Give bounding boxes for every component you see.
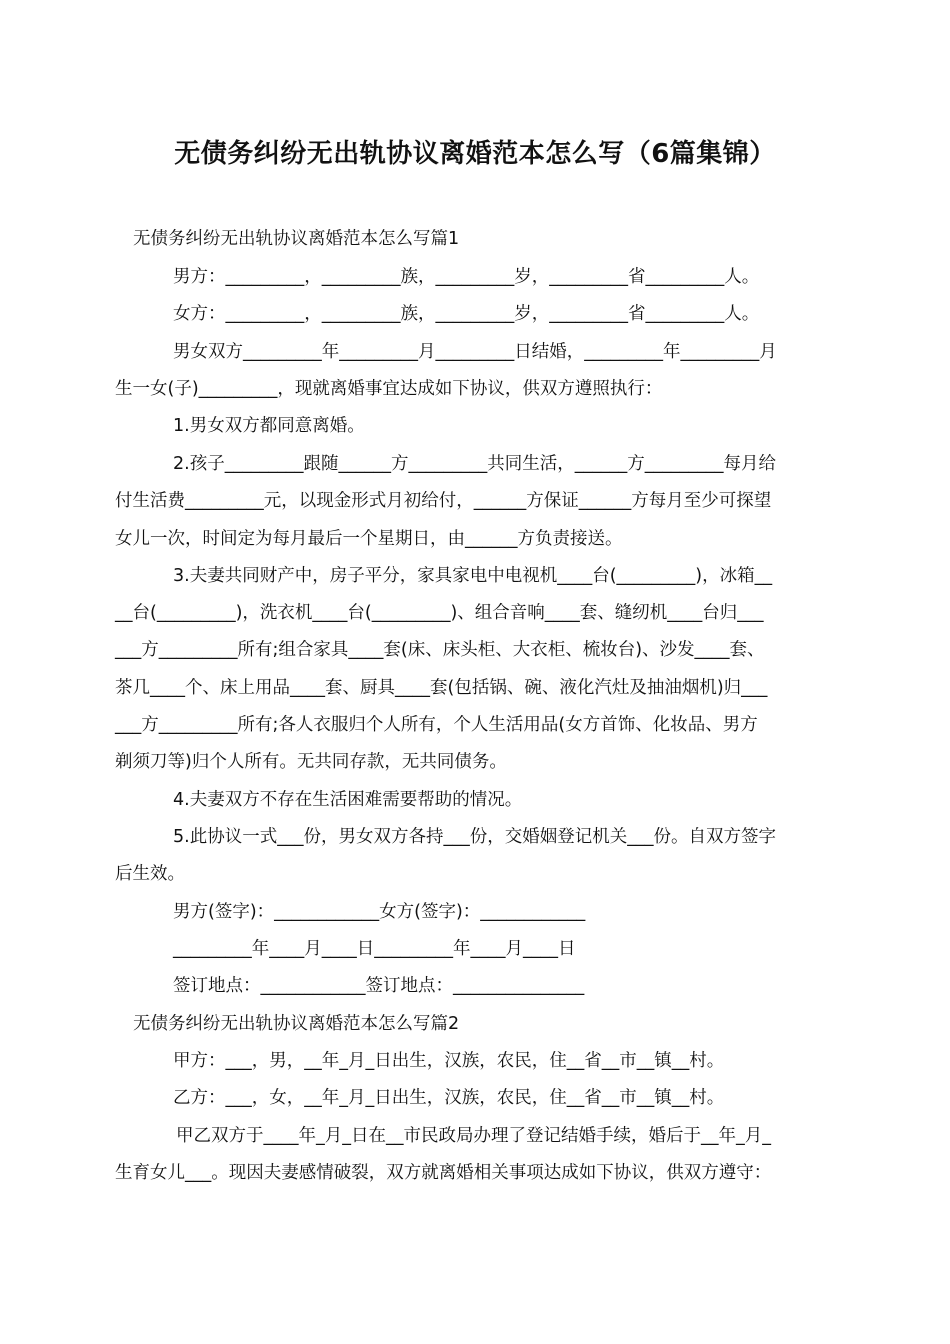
paragraph-line: 后生效。 xyxy=(115,864,185,884)
paragraph-line: 男女双方_________年_________月_________日结婚，_________年_________月 xyxy=(173,342,777,362)
paragraph-line: __台(_________)，洗衣机____台(_________)、组合音响____套、缝纫机____台归___ xyxy=(115,603,764,623)
paragraph-line: 女儿一次，时间定为每月最后一个星期日，由______方负责接送。 xyxy=(115,529,623,549)
paragraph-line: 甲乙双方于____年_月_日在__市民政局办理了登记结婚手续，婚后于__年_月_ xyxy=(176,1126,771,1146)
paragraph-line: 剃须刀等)归个人所有。无共同存款，无共同债务。 xyxy=(115,752,507,772)
section-heading-1: 无债务纠纷无出轨协议离婚范本怎么写篇1 xyxy=(133,229,460,249)
paragraph-line: 3.夫妻共同财产中，房子平分，家具家电中电视机____台(_________)，冰箱__ xyxy=(173,566,773,586)
paragraph-line: 生育女儿___。现因夫妻感情破裂，双方就离婚相关事项达成如下协议，供双方遵守： xyxy=(115,1163,772,1183)
paragraph-line: 男方：_________，_________族，_________岁，_________省_________人。 xyxy=(173,267,760,287)
section-heading-2: 无债务纠纷无出轨协议离婚范本怎么写篇2 xyxy=(133,1014,460,1034)
paragraph-line: 2.孩子_________跟随______方_________共同生活，______方_________每月给 xyxy=(173,454,776,474)
signature-line: 男方(签字)：____________女方(签字)：____________ xyxy=(173,902,586,922)
paragraph-line: 4.夫妻双方不存在生活困难需要帮助的情况。 xyxy=(173,790,523,810)
paragraph-line: ___方_________所有;各人衣服归个人所有，个人生活用品(女方首饰、化妆品、男方 xyxy=(115,715,758,735)
paragraph-line: 1.男女双方都同意离婚。 xyxy=(173,416,365,436)
paragraph-line: 甲方：___，男，__年_月_日出生，汉族，农民，住__省__市__镇__村。 xyxy=(173,1051,725,1071)
paragraph-line: ___方_________所有;组合家具____套(床、床头柜、大衣柜、梳妆台)、沙发____套、 xyxy=(115,640,765,660)
date-line: _________年____月____日_________年____月____日 xyxy=(173,939,576,959)
paragraph-line: 5.此协议一式___份，男女双方各持___份，交婚姻登记机关___份。自双方签字 xyxy=(173,827,776,847)
paragraph-line: 生一女(子)_________，现就离婚事宜达成如下协议，供双方遵照执行： xyxy=(115,379,663,399)
paragraph-line: 付生活费_________元，以现金形式月初给付，______方保证______方每月至少可探望 xyxy=(115,491,772,511)
location-line: 签订地点：____________签订地点：_______________ xyxy=(173,976,585,996)
paragraph-line: 茶几____个、床上用品____套、厨具____套(包括锅、碗、液化汽灶及抽油烟机)归___ xyxy=(115,678,768,698)
paragraph-line: 乙方：___，女，__年_月_日出生，汉族，农民，住__省__市__镇__村。 xyxy=(173,1088,725,1108)
paragraph-line: 女方：_________，_________族，_________岁，_________省_________人。 xyxy=(173,304,760,324)
document-title: 无债务纠纷无出轨协议离婚范本怎么写（6篇集锦） xyxy=(174,139,776,169)
